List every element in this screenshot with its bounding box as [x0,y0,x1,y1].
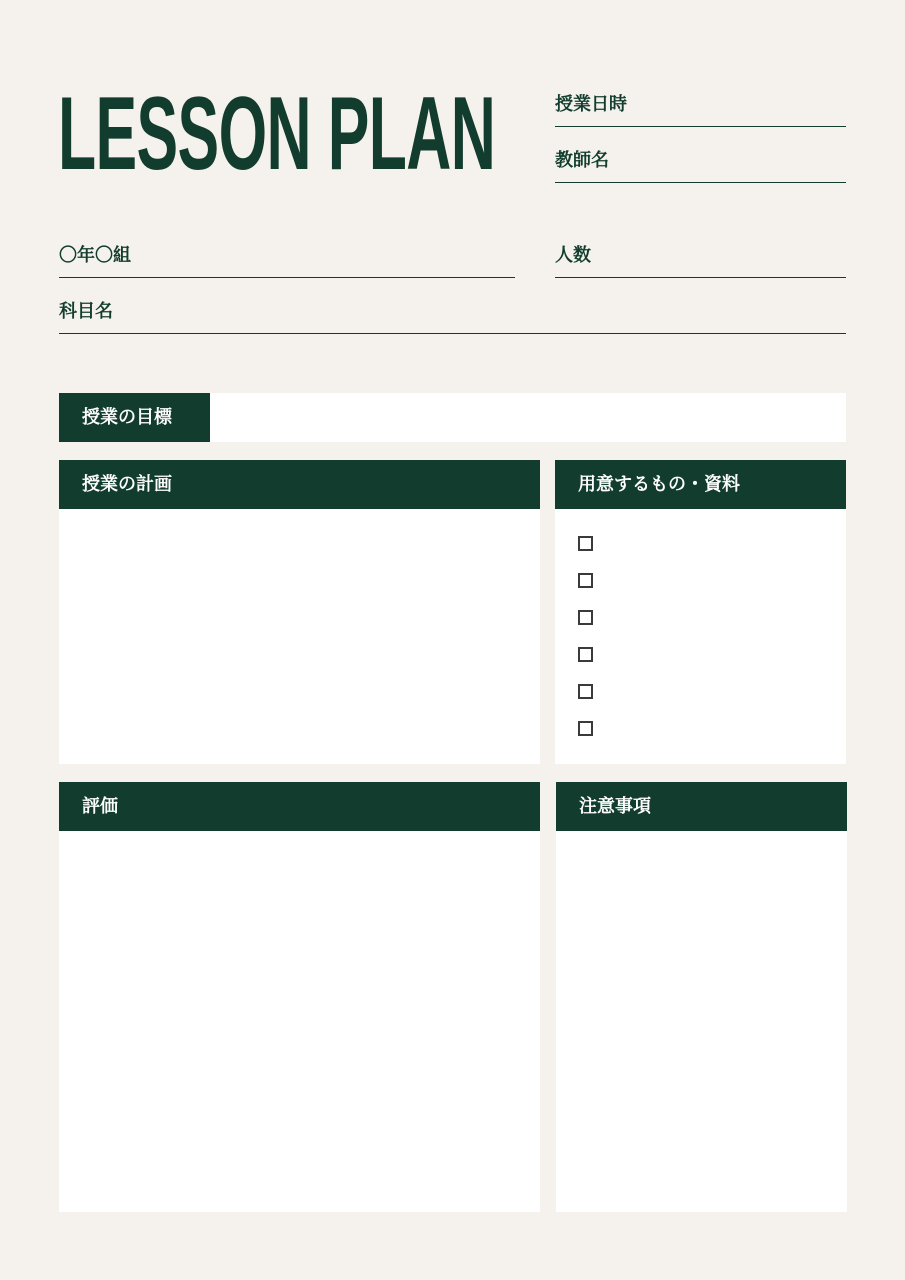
checkbox[interactable] [578,573,593,588]
materials-header: 用意するもの・資料 [555,460,846,509]
lesson-goal-header: 授業の目標 [59,393,210,442]
materials-panel [555,460,846,764]
class-label: 〇年〇組 [59,245,131,266]
checkbox[interactable] [578,610,593,625]
lesson-plan-panel[interactable] [59,460,540,764]
notes-header: 注意事項 [556,782,847,831]
checkbox[interactable] [578,536,593,551]
lesson-date-field[interactable] [555,80,846,127]
checkbox[interactable] [578,647,593,662]
checkbox[interactable] [578,684,593,699]
evaluation-header: 評価 [59,782,540,831]
class-field[interactable] [59,231,515,278]
notes-panel[interactable] [556,782,847,1212]
lesson-date-label: 授業日時 [555,94,627,115]
lesson-plan-header: 授業の計画 [59,460,540,509]
lesson-goal-panel[interactable] [59,393,846,442]
page-title: LESSON PLAN [58,76,496,192]
teacher-name-label: 教師名 [555,150,609,171]
student-count-label: 人数 [555,245,591,266]
subject-label: 科目名 [59,301,113,322]
teacher-name-field[interactable] [555,136,846,183]
student-count-field[interactable] [555,231,846,278]
checkbox[interactable] [578,721,593,736]
evaluation-panel[interactable] [59,782,540,1212]
subject-field[interactable] [59,287,846,334]
